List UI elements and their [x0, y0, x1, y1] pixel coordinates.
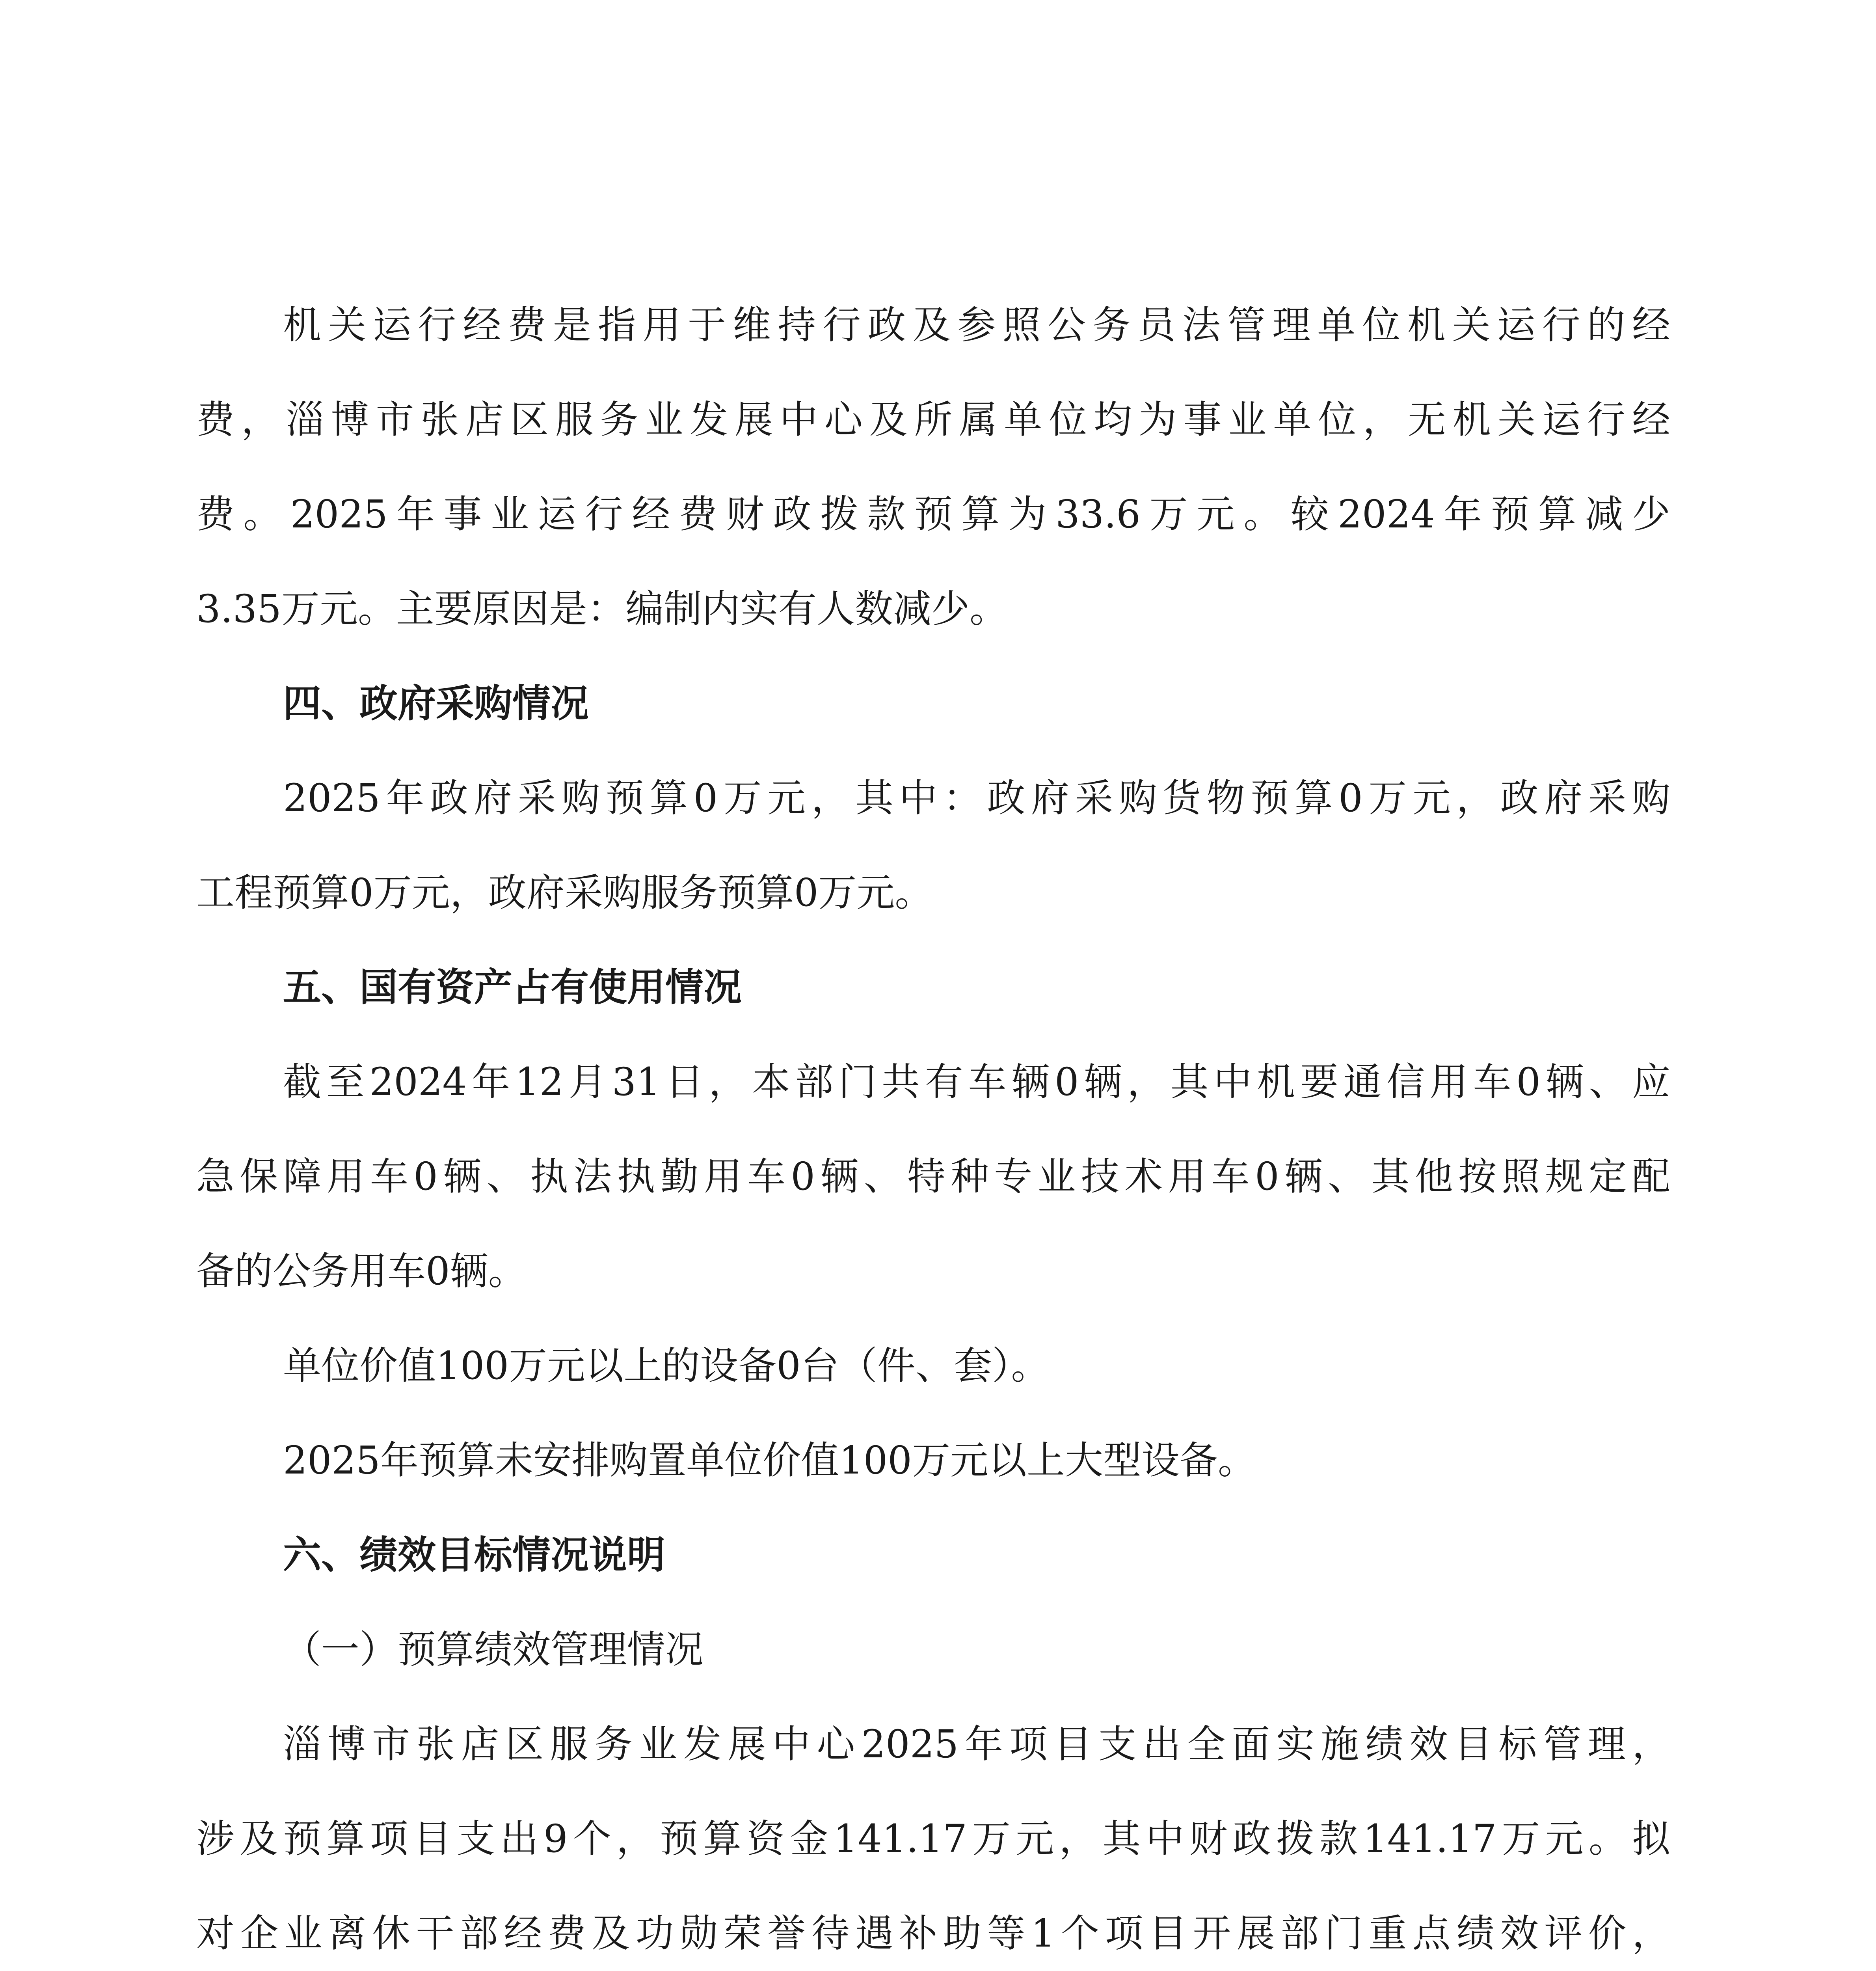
paragraph-performance-line-3: 对企业离休干部经费及功勋荣誉待遇补助等1个项目开展部门重点绩效评价， [196, 1911, 1670, 1956]
paragraph-operating-funds-line-1: 机关运行经费是指用于维持行政及参照公务员法管理单位机关运行的经 [283, 303, 1670, 347]
paragraph-vehicles-line-1: 截至2024年12月31日，本部门共有车辆0辆，其中机要通信用车0辆、应 [283, 1060, 1670, 1104]
paragraph-performance-line-1: 淄博市张店区服务业发展中心2025年项目支出全面实施绩效目标管理， [283, 1722, 1670, 1766]
paragraph-operating-funds-line-4: 3.35万元。主要原因是：编制内实有人数减少。 [196, 587, 1008, 631]
paragraph-operating-funds-line-3: 费。2025年事业运行经费财政拨款预算为33.6万元。较2024年预算减少 [196, 492, 1670, 537]
paragraph-performance-line-2: 涉及预算项目支出9个，预算资金141.17万元，其中财政拨款141.17万元。拟 [196, 1816, 1670, 1861]
paragraph-operating-funds-line-2: 费，淄博市张店区服务业发展中心及所属单位均为事业单位，无机关运行经 [196, 397, 1670, 442]
subsection-heading-budget-performance: （一）预算绩效管理情况 [283, 1627, 704, 1672]
paragraph-vehicles-line-2: 急保障用车0辆、执法执勤用车0辆、特种专业技术用车0辆、其他按照规定配 [196, 1154, 1670, 1199]
section-heading-state-assets: 五、国有资产占有使用情况 [283, 965, 742, 1010]
paragraph-vehicles-line-3: 备的公务用车0辆。 [196, 1249, 527, 1293]
paragraph-equipment: 单位价值100万元以上的设备0台（件、套）。 [283, 1343, 1050, 1388]
paragraph-procurement-line-1: 2025年政府采购预算0万元，其中：政府采购货物预算0万元，政府采购 [283, 776, 1670, 820]
paragraph-large-equipment: 2025年预算未安排购置单位价值100万元以上大型设备。 [283, 1438, 1256, 1483]
paragraph-procurement-line-2: 工程预算0万元，政府采购服务预算0万元。 [196, 870, 933, 915]
section-heading-performance-targets: 六、绩效目标情况说明 [283, 1533, 665, 1577]
section-heading-government-procurement: 四、政府采购情况 [283, 681, 589, 726]
